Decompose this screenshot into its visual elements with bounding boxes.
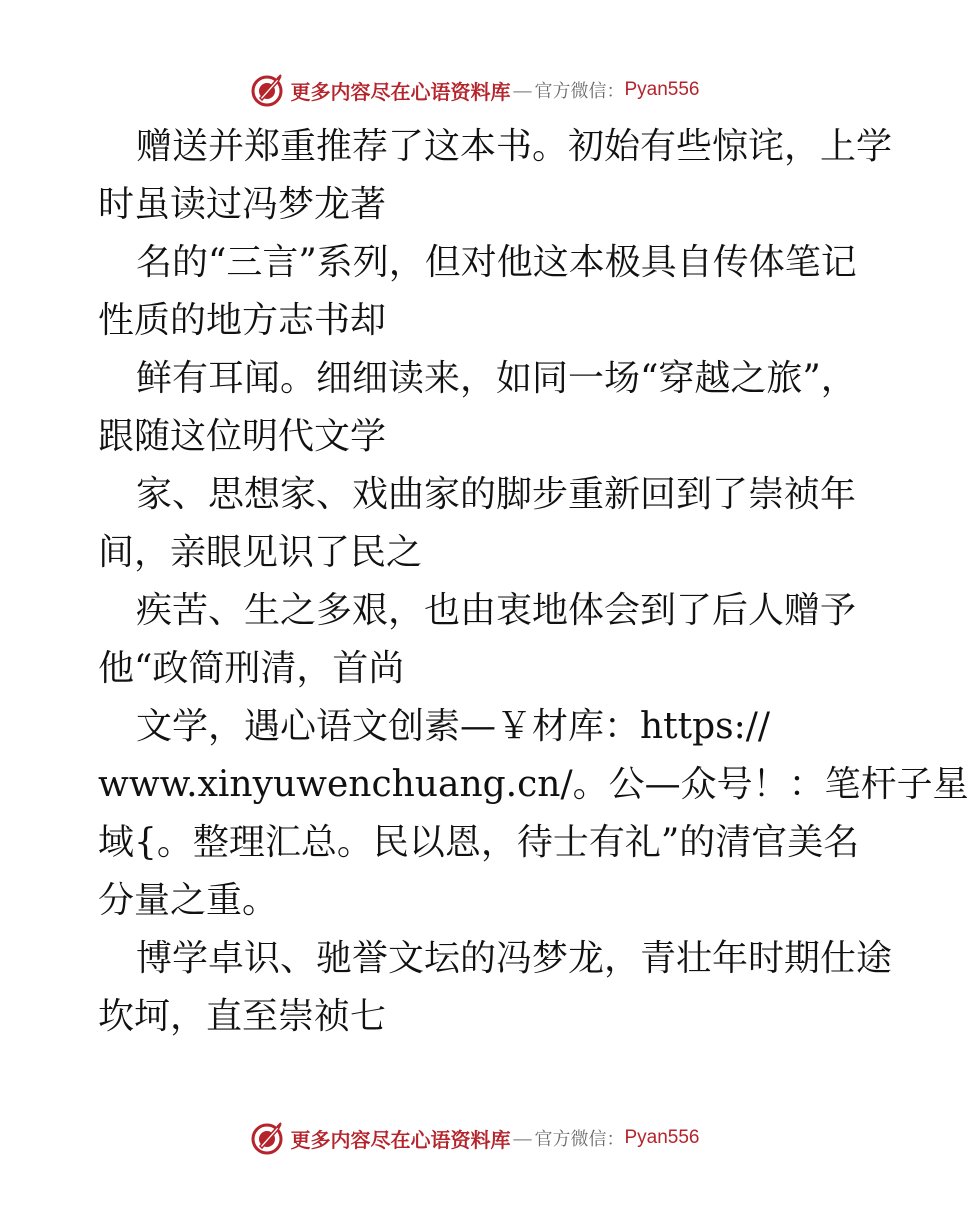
body-line: 文学，遇心语文创素—￥材库：https:// [136,706,771,747]
footer-wechat-id: Pyan556 [624,1127,700,1148]
body-line: 坎坷，直至崇祯七 [98,996,387,1037]
body-line: 间，亲眼见识了民之 [98,532,423,573]
body-line: 名的“三言”系列，但对他这本极具自传体笔记 [136,242,857,283]
body-line: 性质的地方志书却 [98,300,387,341]
footer-wechat-label: 官方微信： [534,1129,625,1150]
pen-logo-icon [250,1120,286,1156]
header-brand-text: 更多内容尽在心语资料库 [290,79,511,104]
body-line: 家、思想家、戏曲家的脚步重新回到了崇祯年 [136,474,857,515]
header-separator: — [512,78,533,102]
header-wechat-id: Pyan556 [624,79,700,100]
body-line: 时虽读过冯梦龙著 [98,184,387,225]
footer-watermark-banner [0,1118,950,1158]
footer-separator: — [512,1126,533,1150]
body-line: 他“政简刑清，首尚 [98,648,405,689]
document-body [98,118,969,1046]
body-line: 跟随这位明代文学 [98,416,387,457]
footer-brand-text: 更多内容尽在心语资料库 [290,1127,511,1152]
body-line: 疾苦、生之多艰，也由衷地体会到了后人赠予 [136,590,857,631]
body-line: 分量之重。 [98,880,279,921]
body-line: www.xinyuwenchuang.cn/。公—众号！：笔杆子星 [98,764,969,805]
body-line: 域{。整理汇总。民以恩，待士有礼”的清官美名 [98,822,860,863]
pen-logo-icon [250,72,286,108]
header-wechat-label: 官方微信： [534,81,625,102]
header-watermark-banner [0,70,950,110]
body-line: 赠送并郑重推荐了这本书。初始有些惊诧，上学 [136,126,893,167]
body-line: 鲜有耳闻。细细读来，如同一场“穿越之旅”， [136,358,857,399]
body-line: 博学卓识、驰誉文坛的冯梦龙，青壮年时期仕途 [136,938,893,979]
